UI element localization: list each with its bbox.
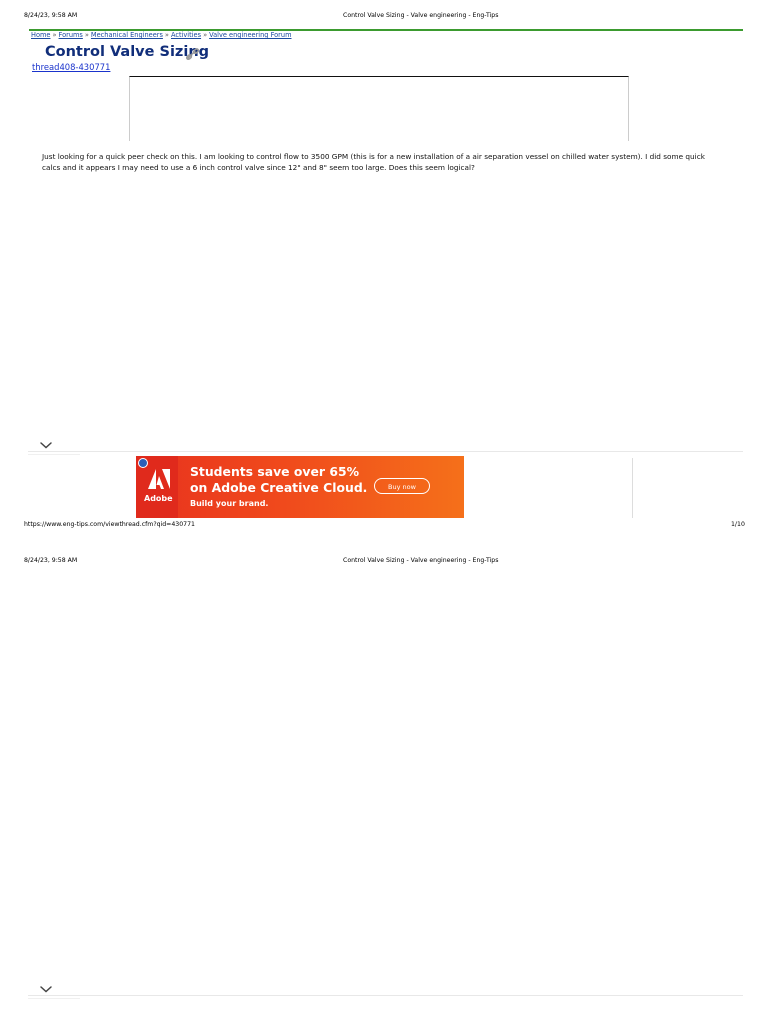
section-divider <box>28 998 80 999</box>
post-body: Just looking for a quick peer check on this. I am looking to control flow to 3500 GPM (this is for a new installation of a air separation vessel on chilled water system). I did some quick calcs and it appears I may need to use a 6 inch control valve since 12" and 8" seem too large. Does this seem logical? <box>42 152 705 172</box>
breadcrumb-valve-engineering-forum[interactable]: Valve engineering Forum <box>209 31 292 39</box>
breadcrumb-separator: » <box>203 31 208 39</box>
breadcrumb <box>31 31 292 39</box>
thread-title: Control Valve Sizing <box>45 44 210 60</box>
breadcrumb-separator: » <box>164 31 169 39</box>
ad-headline-line2: on Adobe Creative Cloud. <box>190 480 368 495</box>
print-title: Control Valve Sizing - Valve engineering - Eng-Tips <box>343 12 499 19</box>
breadcrumb-separator: » <box>52 31 57 39</box>
thread-id-link[interactable]: thread408-430771 <box>32 62 111 72</box>
ad-brand: Adobe <box>144 494 173 503</box>
ad-subline: Build your brand. <box>190 499 269 508</box>
print-footer-url: https://www.eng-tips.com/viewthread.cfm?qid=430771 <box>24 521 195 528</box>
ad-headline-line1: Students save over 65% <box>190 464 359 479</box>
chevron-down-icon[interactable] <box>39 440 53 450</box>
print-title: Control Valve Sizing - Valve engineering - Eng-Tips <box>343 557 499 564</box>
print-datetime: 8/24/23, 9:58 AM <box>24 12 78 19</box>
ad-info-icon[interactable] <box>138 458 148 468</box>
chevron-down-icon[interactable] <box>39 984 53 994</box>
section-divider <box>28 451 743 452</box>
section-divider <box>28 995 743 996</box>
breadcrumb-activities[interactable]: Activities <box>170 31 202 39</box>
print-footer-page: 1/10 <box>731 521 745 528</box>
advertisement-banner[interactable] <box>136 456 464 518</box>
breadcrumb-mechanical-engineers[interactable]: Mechanical Engineers <box>90 31 163 39</box>
column-divider <box>632 458 633 518</box>
breadcrumb-forums[interactable]: Forums <box>58 31 83 39</box>
post-header-box <box>129 76 629 141</box>
breadcrumb-home[interactable]: Home <box>31 31 51 39</box>
ad-buy-now-button[interactable]: Buy now <box>374 478 430 494</box>
section-divider <box>28 454 80 455</box>
breadcrumb-separator: » <box>84 31 89 39</box>
print-datetime: 8/24/23, 9:58 AM <box>24 557 78 564</box>
adobe-logo-icon <box>148 469 170 489</box>
link-icon[interactable] <box>185 47 201 61</box>
